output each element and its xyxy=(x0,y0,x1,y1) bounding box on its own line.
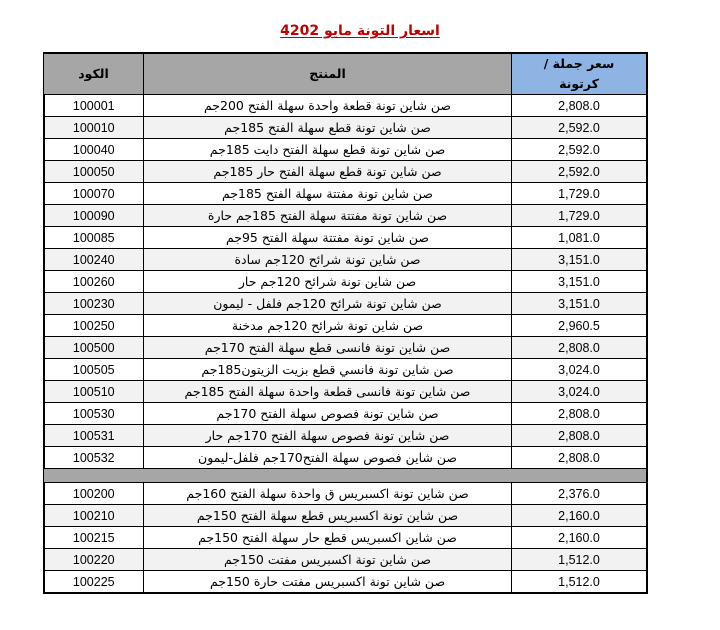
cell-product-code: 100085 xyxy=(44,227,144,249)
cell-wholesale-price: 2,592.0 xyxy=(512,117,647,139)
cell-product-code: 100500 xyxy=(44,337,144,359)
cell-product-code: 100240 xyxy=(44,249,144,271)
cell-product-code: 100250 xyxy=(44,315,144,337)
table-row xyxy=(44,483,647,505)
column-header-price-line1: سعر جملة / xyxy=(543,56,615,71)
cell-wholesale-price: 2,592.0 xyxy=(512,161,647,183)
table-row xyxy=(44,95,647,117)
table-row xyxy=(44,337,647,359)
page-title: اسعار التونة مايو 2024 xyxy=(280,23,440,39)
cell-product-code: 100505 xyxy=(44,359,144,381)
table-row xyxy=(44,381,647,403)
cell-product-name: صن شاين تونة مفتتة سهلة الفتح 185جم xyxy=(144,183,512,205)
cell-product-code: 100010 xyxy=(44,117,144,139)
cell-product-name: صن شاين تونة مفتتة سهلة الفتح 95جم xyxy=(144,227,512,249)
table-row xyxy=(44,403,647,425)
table-row xyxy=(44,505,647,527)
table-row xyxy=(44,271,647,293)
cell-product-name: صن شاين تونة فانسى قطعة واحدة سهلة الفتح 185جم xyxy=(144,381,512,403)
table-row xyxy=(44,227,647,249)
price-table-container xyxy=(43,52,648,594)
table-row xyxy=(44,205,647,227)
cell-product-name: صن شاين تونة اكسبريس قطع سهلة الفتح 150جم xyxy=(144,505,512,527)
cell-wholesale-price: 1,512.0 xyxy=(512,571,647,593)
table-row xyxy=(44,359,647,381)
section-separator-cell xyxy=(44,469,647,483)
table-row xyxy=(44,183,647,205)
cell-product-name: صن شاين تونة فصوص سهلة الفتح 170جم xyxy=(144,403,512,425)
cell-wholesale-price: 3,151.0 xyxy=(512,293,647,315)
cell-product-name: صن شاين تونة قطعة واحدة سهلة الفتح 200جم xyxy=(144,95,512,117)
table-row xyxy=(44,315,647,337)
table-row xyxy=(44,161,647,183)
cell-product-code: 100050 xyxy=(44,161,144,183)
column-header-price xyxy=(512,54,647,95)
cell-product-code: 100215 xyxy=(44,527,144,549)
cell-wholesale-price: 2,960.5 xyxy=(512,315,647,337)
cell-wholesale-price: 2,376.0 xyxy=(512,483,647,505)
cell-product-name: صن شاين تونة فانسى قطع سهلة الفتح 170جم xyxy=(144,337,512,359)
cell-product-name: صن شاين تونة اكسبريس مفتت 150جم xyxy=(144,549,512,571)
cell-wholesale-price: 2,808.0 xyxy=(512,95,647,117)
cell-product-code: 100210 xyxy=(44,505,144,527)
table-row xyxy=(44,293,647,315)
cell-product-name: صن شاين تونة فانسي قطع بزيت الزيتون185جم xyxy=(144,359,512,381)
cell-wholesale-price: 3,024.0 xyxy=(512,359,647,381)
column-header-code: الكود xyxy=(44,54,144,95)
cell-wholesale-price: 2,160.0 xyxy=(512,505,647,527)
cell-product-name: صن شاين تونة شرائح 120جم حار xyxy=(144,271,512,293)
cell-product-name: صن شاين تونة فصوص سهلة الفتح 170جم حار xyxy=(144,425,512,447)
cell-product-name: صن شاين تونة مفتتة سهلة الفتح 185جم حارة xyxy=(144,205,512,227)
cell-product-code: 100530 xyxy=(44,403,144,425)
cell-product-name: صن شاين اكسبريس قطع حار سهلة الفتح 150جم xyxy=(144,527,512,549)
cell-product-code: 100230 xyxy=(44,293,144,315)
cell-wholesale-price: 2,808.0 xyxy=(512,337,647,359)
cell-wholesale-price: 2,592.0 xyxy=(512,139,647,161)
table-row xyxy=(44,527,647,549)
table-row xyxy=(44,117,647,139)
cell-product-code: 100070 xyxy=(44,183,144,205)
table-row xyxy=(44,139,647,161)
document-title-container xyxy=(0,20,720,39)
table-row xyxy=(44,249,647,271)
cell-wholesale-price: 1,512.0 xyxy=(512,549,647,571)
cell-wholesale-price: 2,808.0 xyxy=(512,425,647,447)
cell-wholesale-price: 1,729.0 xyxy=(512,205,647,227)
table-header-row xyxy=(44,54,647,95)
cell-product-code: 100090 xyxy=(44,205,144,227)
cell-wholesale-price: 1,729.0 xyxy=(512,183,647,205)
cell-wholesale-price: 2,808.0 xyxy=(512,447,647,469)
column-header-product: المنتج xyxy=(144,54,512,95)
column-header-price-line2: كرتونة xyxy=(559,76,599,91)
table-header xyxy=(44,54,647,95)
cell-product-code: 100532 xyxy=(44,447,144,469)
table-body xyxy=(44,95,647,593)
cell-product-code: 100510 xyxy=(44,381,144,403)
cell-product-name: صن شاين تونة اكسبريس مفتت حارة 150جم xyxy=(144,571,512,593)
table-row xyxy=(44,549,647,571)
cell-wholesale-price: 1,081.0 xyxy=(512,227,647,249)
cell-product-code: 100001 xyxy=(44,95,144,117)
cell-product-code: 100220 xyxy=(44,549,144,571)
cell-product-code: 100531 xyxy=(44,425,144,447)
cell-product-code: 100225 xyxy=(44,571,144,593)
cell-product-name: صن شاين تونة شرائح 120جم مدخنة xyxy=(144,315,512,337)
cell-product-code: 100200 xyxy=(44,483,144,505)
cell-wholesale-price: 3,151.0 xyxy=(512,271,647,293)
cell-product-name: صن شاين فصوص سهلة الفتح170جم فلفل-ليمون xyxy=(144,447,512,469)
cell-product-name: صن شاين تونة قطع سهلة الفتح دايت 185جم xyxy=(144,139,512,161)
cell-product-name: صن شاين تونة اكسبريس ق واحدة سهلة الفتح 160جم xyxy=(144,483,512,505)
cell-wholesale-price: 2,808.0 xyxy=(512,403,647,425)
table-row xyxy=(44,571,647,593)
table-row xyxy=(44,447,647,469)
cell-product-name: صن شاين تونة شرائح 120جم سادة xyxy=(144,249,512,271)
cell-wholesale-price: 3,151.0 xyxy=(512,249,647,271)
cell-wholesale-price: 2,160.0 xyxy=(512,527,647,549)
cell-product-name: صن شاين تونة قطع سهلة الفتح 185جم xyxy=(144,117,512,139)
cell-wholesale-price: 3,024.0 xyxy=(512,381,647,403)
table-row xyxy=(44,425,647,447)
cell-product-code: 100260 xyxy=(44,271,144,293)
price-table xyxy=(43,53,648,593)
cell-product-name: صن شاين تونة شرائح 120جم فلفل - ليمون xyxy=(144,293,512,315)
cell-product-code: 100040 xyxy=(44,139,144,161)
section-separator-row xyxy=(44,469,647,483)
cell-product-name: صن شاين تونة قطع سهلة الفتح حار 185جم xyxy=(144,161,512,183)
